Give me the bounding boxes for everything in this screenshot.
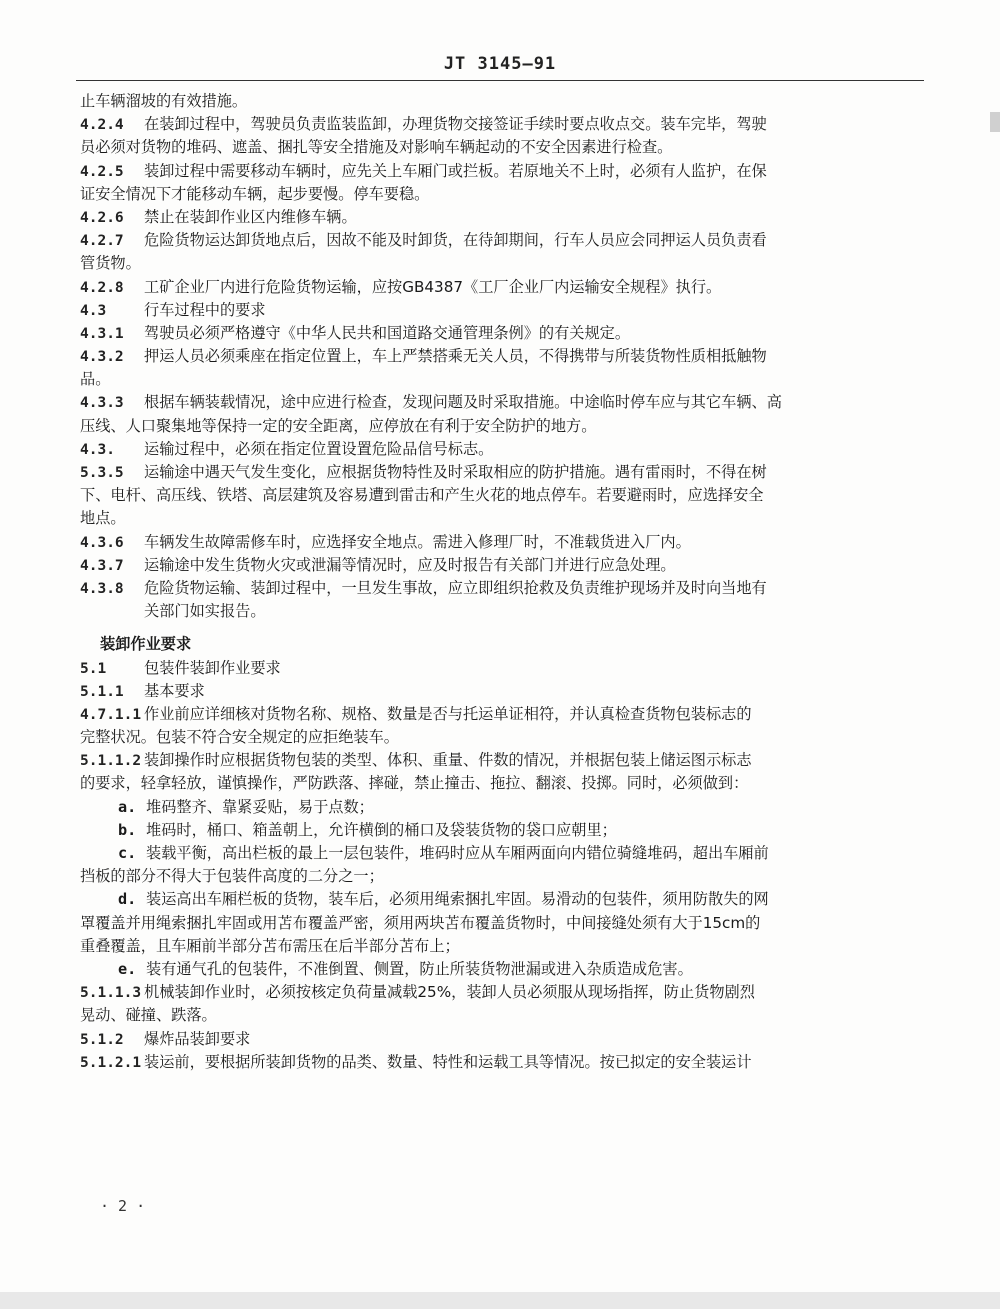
standard-code-header: JT 3145—91 — [443, 54, 557, 74]
scroll-edge-mark — [990, 112, 1000, 132]
clause-text: 车辆发生故障需修车时，应选择安全地点。需进入修理厂时，不准载货进入厂内。 — [144, 532, 691, 551]
clause-number: 4.3.7 — [80, 557, 124, 574]
list-item — [80, 819, 925, 842]
clause-number: 4.3 — [80, 302, 107, 319]
clause-number: 5.1.1.3 — [80, 985, 142, 1002]
clause-line — [80, 749, 925, 772]
clause-number: 4.3.1 — [80, 325, 124, 342]
continuation-line: 证安全情况下才能移动车辆，起步要慢。停车要稳。 — [80, 184, 430, 203]
clause-text: 押运人员必须乘座在指定位置上，车上严禁搭乘无关人员，不得携带与所装货物性质相抵触物 — [144, 347, 767, 366]
list-item-text: 装有通气孔的包装件，不准倒置、侧置，防止所装货物泄漏或进入杂质造成危害。 — [146, 959, 693, 978]
clause-text: 危险货物运达卸货地点后，因故不能及时卸货，在待卸期间，行车人员应会同押运人员负责看 — [144, 231, 767, 250]
clause-number: 5.1.2 — [80, 1031, 124, 1048]
clause-number: 4.3.8 — [80, 580, 124, 597]
clause-line — [80, 206, 925, 229]
clause-text: 禁止在装卸作业区内维修车辆。 — [144, 207, 357, 226]
clause-line — [80, 1051, 925, 1074]
section-title: 装卸作业要求 — [100, 635, 192, 654]
clause-text: 危险货物运输、装卸过程中，一旦发生事故，应立即组织抢救及负责维护现场并及时向当地有 — [144, 578, 767, 597]
clause-line — [80, 1028, 925, 1051]
clause-text: 作业前应详细核对货物名称、规格、数量是否与托运单证相符，并认真检查货物包装标志的 — [144, 704, 752, 723]
clause-line — [80, 299, 925, 322]
continuation-line: 挡板的部分不得大于包装件高度的二分之一； — [80, 867, 384, 886]
clause-line — [80, 981, 925, 1004]
continuation-line: 重叠覆盖，且车厢前半部分苫布需压在后半部分苫布上； — [80, 936, 460, 955]
clause-line — [80, 345, 925, 368]
clause-number: 4.3.2 — [80, 349, 124, 366]
continuation-line: 罩覆盖并用绳索捆扎牢固或用苫布覆盖严密，须用两块苫布覆盖货物时，中间接缝处须有大于15cm的 — [80, 913, 761, 932]
clause-number: 4.3.6 — [80, 534, 124, 551]
list-item-text: 堆码整齐、靠紧妥贴，易于点数； — [146, 797, 374, 816]
clause-text: 装运前，要根据所装卸货物的品类、数量、特性和运载工具等情况。按已拟定的安全装运计 — [144, 1052, 752, 1071]
list-item-label: e. — [118, 959, 137, 978]
list-item-label: a. — [118, 797, 137, 816]
clause-number: 4.2.7 — [80, 233, 124, 250]
list-item-text: 装载平衡，高出栏板的最上一层包装件，堆码时应从车厢两面向内错位骑缝堆码，超出车厢前 — [146, 844, 769, 862]
clause-text: 包装件装卸作业要求 — [144, 658, 281, 677]
clause-number: 4.2.4 — [80, 117, 124, 134]
list-item — [80, 958, 925, 981]
bottom-edge — [0, 1292, 1000, 1309]
clause-text: 在装卸过程中，驾驶员负责监装监卸，办理货物交接签证手续时要点收点交。装车完毕，驾驶 — [144, 115, 767, 134]
clause-line — [80, 554, 925, 577]
header-rule — [76, 80, 924, 81]
clause-line — [80, 577, 925, 600]
clause-text: 机械装卸作业时，必须按核定负荷量减载25%，装卸人员必须服从现场指挥，防止货物剧烈 — [144, 983, 755, 1002]
continuation-line: 完整状况。包装不符合安全规定的应拒绝装车。 — [80, 728, 399, 747]
clause-text: 行车过程中的要求 — [144, 300, 266, 319]
clause-line — [80, 531, 925, 554]
clause-text: 基本要求 — [144, 681, 205, 700]
clause-number: 4.2.6 — [80, 209, 124, 226]
clause-text: 装卸过程中需要移动车辆时，应先关上车厢门或拦板。若原地关不上时，必须有人监护，在保 — [144, 161, 767, 180]
continuation-line: 的要求，轻拿轻放，谨慎操作，严防跌落、摔碰，禁止撞击、拖拉、翻滚、投掷。同时，必须做到： — [80, 774, 749, 793]
clause-number: 4.3.3 — [80, 395, 124, 412]
clause-number: 4.2.8 — [80, 279, 124, 296]
clause-line — [80, 438, 925, 461]
paragraph-gap — [80, 623, 925, 633]
clause-number: 5.3.5 — [80, 465, 124, 481]
clause-number: 4.7.1.1 — [80, 706, 142, 723]
list-item — [80, 842, 925, 865]
clause-text: 运输途中遇天气发生变化，应根据货物特性及时采取相应的防护措施。遇有雷雨时，不得在树 — [144, 463, 767, 481]
clause-line — [80, 391, 925, 414]
clause-number: 5.1.1.2 — [80, 753, 142, 770]
continuation-line: 员必须对货物的堆码、遮盖、捆扎等安全措施及对影响车辆起动的不安全因素进行检查。 — [80, 138, 673, 157]
clause-text: 装卸操作时应根据货物包装的类型、体积、重量、件数的情况，并根据包装上储运图示标志 — [144, 751, 752, 770]
clause-number: 5.1.2.1 — [80, 1054, 142, 1071]
continuation-line: 止车辆溜坡的有效措施。 — [80, 92, 248, 110]
continuation-line: 管货物。 — [80, 254, 141, 273]
clause-line — [80, 229, 925, 252]
clause-text: 运输过程中，必须在指定位置设置危险品信号标志。 — [144, 439, 494, 458]
clause-text: 爆炸品装卸要求 — [144, 1029, 251, 1048]
clause-text: 工矿企业厂内进行危险货物运输，应按GB4387《工厂企业厂内运输安全规程》执行。 — [144, 277, 722, 296]
list-item-label: b. — [118, 820, 137, 839]
continuation-line: 晃动、碰撞、跌落。 — [80, 1006, 217, 1025]
page-number: · 2 · — [100, 1197, 146, 1215]
continuation-line: 压线、人口聚集地等保持一定的安全距离，应停放在有利于安全防护的地方。 — [80, 416, 597, 435]
clause-line — [80, 322, 925, 345]
list-item — [80, 796, 925, 819]
clause-number: 4.3. — [80, 441, 115, 458]
list-item-text: 装运高出车厢栏板的货物，装车后，必须用绳索捆扎牢固。易滑动的包装件，须用防散失的网 — [146, 890, 769, 909]
continuation-line: 地点。 — [80, 509, 126, 528]
list-item-label: d. — [118, 890, 137, 909]
continuation-line: 下、电杆、高压线、铁塔、高层建筑及容易遭到雷击和产生火花的地点停车。若要避雨时，应选择安全 — [80, 486, 764, 505]
clause-text: 运输途中发生货物火灾或泄漏等情况时，应及时报告有关部门并进行应急处理。 — [144, 555, 676, 574]
clause-line — [80, 160, 925, 183]
list-item-text: 堆码时，桶口、箱盖朝上，允许横倒的桶口及袋装货物的袋口应朝里； — [146, 820, 617, 839]
document-body — [80, 90, 925, 1074]
clause-text: 根据车辆装载情况，途中应进行检查，发现问题及时采取措施。中途临时停车应与其它车辆、高 — [144, 393, 782, 412]
clause-line — [80, 461, 925, 484]
clause-line — [80, 703, 925, 726]
continuation-line: 关部门如实报告。 — [144, 602, 266, 621]
list-item — [80, 888, 925, 911]
clause-line — [80, 680, 925, 703]
clause-number: 4.2.5 — [80, 163, 124, 180]
clause-number: 5.1 — [80, 660, 107, 677]
continuation-line: 品。 — [80, 370, 111, 389]
clause-text: 驾驶员必须严格遵守《中华人民共和国道路交通管理条例》的有关规定。 — [144, 323, 630, 342]
clause-line — [80, 276, 925, 299]
list-item-label: c. — [118, 844, 137, 862]
clause-line — [80, 113, 925, 136]
clause-line — [80, 657, 925, 680]
clause-number: 5.1.1 — [80, 683, 124, 700]
